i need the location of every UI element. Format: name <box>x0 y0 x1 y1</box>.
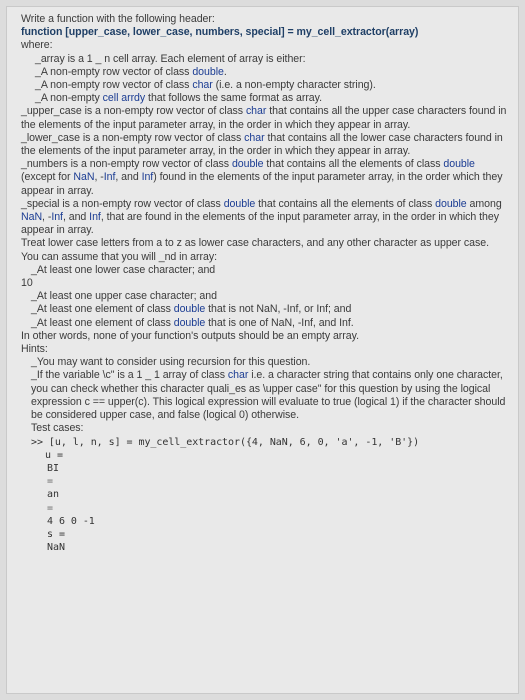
output-n-value: 4 6 0 -1 <box>47 515 95 527</box>
assumption-upper: _At least one upper case character; and <box>31 290 217 303</box>
array-definition: _array is a 1 _ n cell array. Each element of array is either: <box>35 52 306 65</box>
numbers-definition: _numbers is a non-empty row vector of class double that contains all the elements of class double (except for NaN, -Inf, and Inf) found in the elements of the input parameter array, in the order which they appear in array. <box>21 158 503 197</box>
output-u-value: BI <box>47 462 59 474</box>
test-command: >> [u, l, n, s] = my_cell_extractor({4, NaN, 6, 0, 'a', -1, 'B'}) <box>31 436 420 448</box>
document-page <box>6 6 519 694</box>
hint-recursion: _You may want to consider using recursion for this question. <box>31 356 311 369</box>
assumption-special: _At least one element of class double that is one of NaN, -Inf, and Inf. <box>31 316 354 329</box>
test-cases-heading: Test cases: <box>31 422 84 435</box>
question-text <box>7 7 518 554</box>
array-option-double: _A non-empty row vector of class double. <box>35 65 227 78</box>
output-s-label: s = <box>47 528 65 540</box>
function-header: function [upper_case, lower_case, numbers, special] = my_cell_extractor(array) <box>21 26 419 39</box>
output-l-value: an <box>47 489 59 501</box>
output-l-label: = <box>47 476 53 488</box>
array-option-cell: _A non-empty cell arrdy that follows the same format as array. <box>35 92 322 105</box>
hints-heading: Hints: <box>21 343 48 356</box>
hint-upper-check: _If the variable \c" is a 1 _ 1 array of class char i.e. a character string that contains only one character, you can check whether this character quali_es as \upper case" for this question by using the logical expression c == upper(c). This logical expression will evaluate to true (logical 1) if the character should be considered upper case, and false (logical 0) otherwise. <box>31 369 506 422</box>
intro-line: Write a function with the following header: <box>21 13 215 25</box>
output-n-label: = <box>47 502 53 514</box>
array-option-char: _A non-empty row vector of class char (i.e. a non-empty character string). <box>35 79 376 92</box>
summary-note: In other words, none of your function's outputs should be an empty array. <box>21 329 359 342</box>
output-u-label: u = <box>45 449 63 461</box>
assumption-double: _At least one element of class double that is not NaN, -Inf, or Inf; and <box>31 303 352 316</box>
stray-number: 10 <box>21 277 33 290</box>
upper-case-definition: _upper_case is a non-empty row vector of class char that contains all the upper case characters found in the elements of the input parameter array, in the order in which they appear in array. <box>21 105 507 131</box>
treatment-note: Treat lower case letters from a to z as lower case characters, and any other character as upper case. You can assume that you will _nd in array: <box>21 237 489 263</box>
special-definition: _special is a non-empty row vector of class double that contains all the elements of class double among NaN, -Inf, and Inf, that are found in the elements of the input parameter array, in the order in which they appear in array. <box>21 197 502 237</box>
assumption-lower: _At least one lower case character; and <box>31 263 216 276</box>
where-label: where: <box>21 39 53 52</box>
output-s-value: NaN <box>47 542 65 554</box>
lower-case-definition: _lower_case is a non-empty row vector of class char that contains all the lower case characters found in the elements of the input parameter array, in the order in which they appear in array. <box>21 131 503 158</box>
